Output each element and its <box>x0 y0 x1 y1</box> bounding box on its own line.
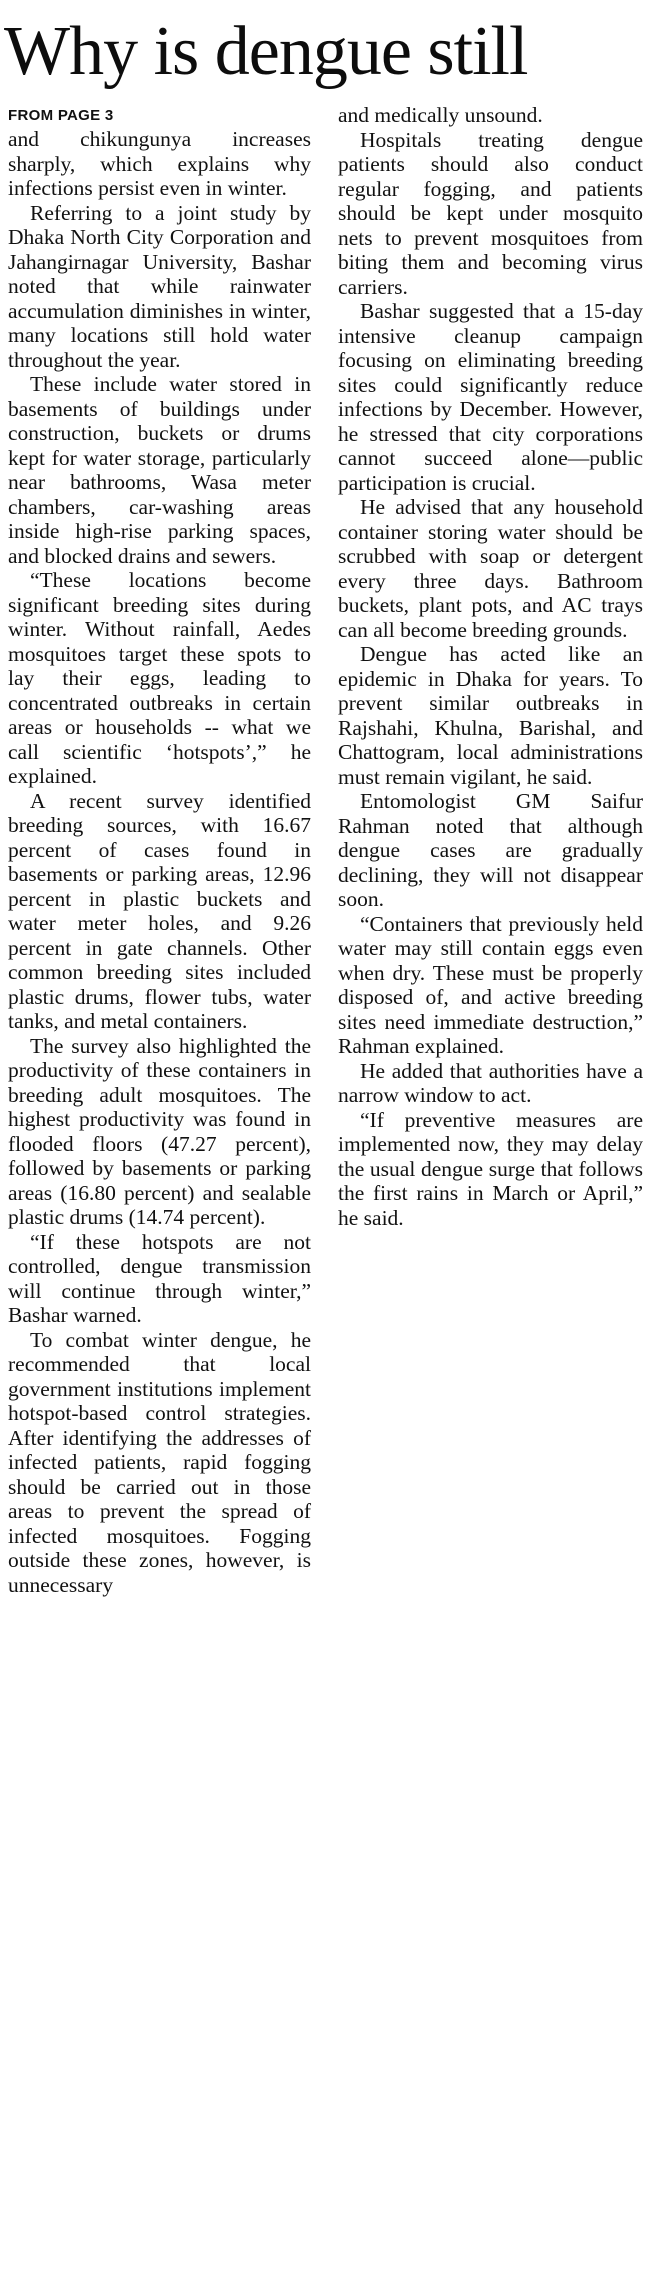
article-paragraph: To combat winter dengue, he recommended that local government institutions implement hotspot-based control strategies. After identifying the addresses of infected patients, rapid fogging should be carried out in those areas to prevent the spread of infected mosquitoes. Fogging outside these zones, however, is unnecessary <box>8 1327 311 1597</box>
article-paragraph: “If these hotspots are not controlled, dengue transmission will continue through winter,” Bashar warned. <box>8 1229 311 1327</box>
article-paragraph: “If preventive measures are implemented now, they may delay the usual dengue surge that follows the first rains in March or April,” he said. <box>338 1107 643 1230</box>
article-paragraph: Dengue has acted like an epidemic in Dhaka for years. To prevent similar outbreaks in Rajshahi, Khulna, Barishal, and Chattogram, local administrations must remain vigilant, he said. <box>338 642 643 789</box>
article-paragraph: A recent survey identified breeding sources, with 16.67 percent of cases found in basements or parking areas, 12.96 percent in plastic buckets and water meter holes, and 9.26 percent in gate channels. Other common breeding sites included plastic drums, flower tubs, water tanks, and metal containers. <box>8 788 311 1033</box>
article-paragraph: and chikungunya increases sharply, which explains why infections persist even in winter. <box>8 127 311 200</box>
article-paragraph: “Containers that previously held water may still contain eggs even when dry. These must be properly disposed of, and active breeding sites need immediate destruction,” Rahman explained. <box>338 911 643 1058</box>
article-paragraph: These include water stored in basements of buildings under construction, buckets or drums kept for water storage, particularly near bathrooms, Wasa meter chambers, car-washing areas inside high-rise parking spaces, and blocked drains and sewers. <box>8 372 311 568</box>
article-column-left <box>8 103 311 1597</box>
article-paragraph: He added that authorities have a narrow window to act. <box>338 1058 643 1107</box>
jump-label: FROM PAGE 3 <box>8 107 114 124</box>
article-paragraph: Entomologist GM Saifur Rahman noted that although dengue cases are gradually declining, they will not disappear soon. <box>338 789 643 911</box>
article-paragraph: He advised that any household container storing water should be scrubbed with soap or detergent every three days. Bathroom buckets, plant pots, and AC trays can all become breeding grounds. <box>338 495 643 642</box>
headline: Why is dengue still <box>4 13 528 90</box>
article-paragraph: Hospitals treating dengue patients should also conduct regular fogging, and patients should be kept under mosquito nets to prevent mosquitoes from biting them and becoming virus carriers. <box>338 127 643 299</box>
article-paragraph: and medically unsound. <box>338 103 543 127</box>
article-paragraph: Bashar suggested that a 15-day intensive cleanup campaign focusing on eliminating breeding sites could significantly reduce infections by December. However, he stressed that city corporations cannot succeed alone—public participation is crucial. <box>338 299 643 495</box>
article-paragraph: “These locations become significant breeding sites during winter. Without rainfall, Aedes mosquitoes target these spots to lay their eggs, leading to concentrated outbreaks in certain areas or households -- what we call scientific ‘hotspots’,” he explained. <box>8 568 311 788</box>
article-paragraph: Referring to a joint study by Dhaka North City Corporation and Jahangirnagar University, Bashar noted that while rainwater accumulation diminishes in winter, many locations still hold water throughout the year. <box>8 200 311 372</box>
article-column-right <box>338 103 643 1230</box>
article-paragraph: The survey also highlighted the productivity of these containers in breeding adult mosquitoes. The highest productivity was found in flooded floors (47.27 percent), followed by basements or parking areas (16.80 percent) and sealable plastic drums (14.74 percent). <box>8 1033 311 1229</box>
